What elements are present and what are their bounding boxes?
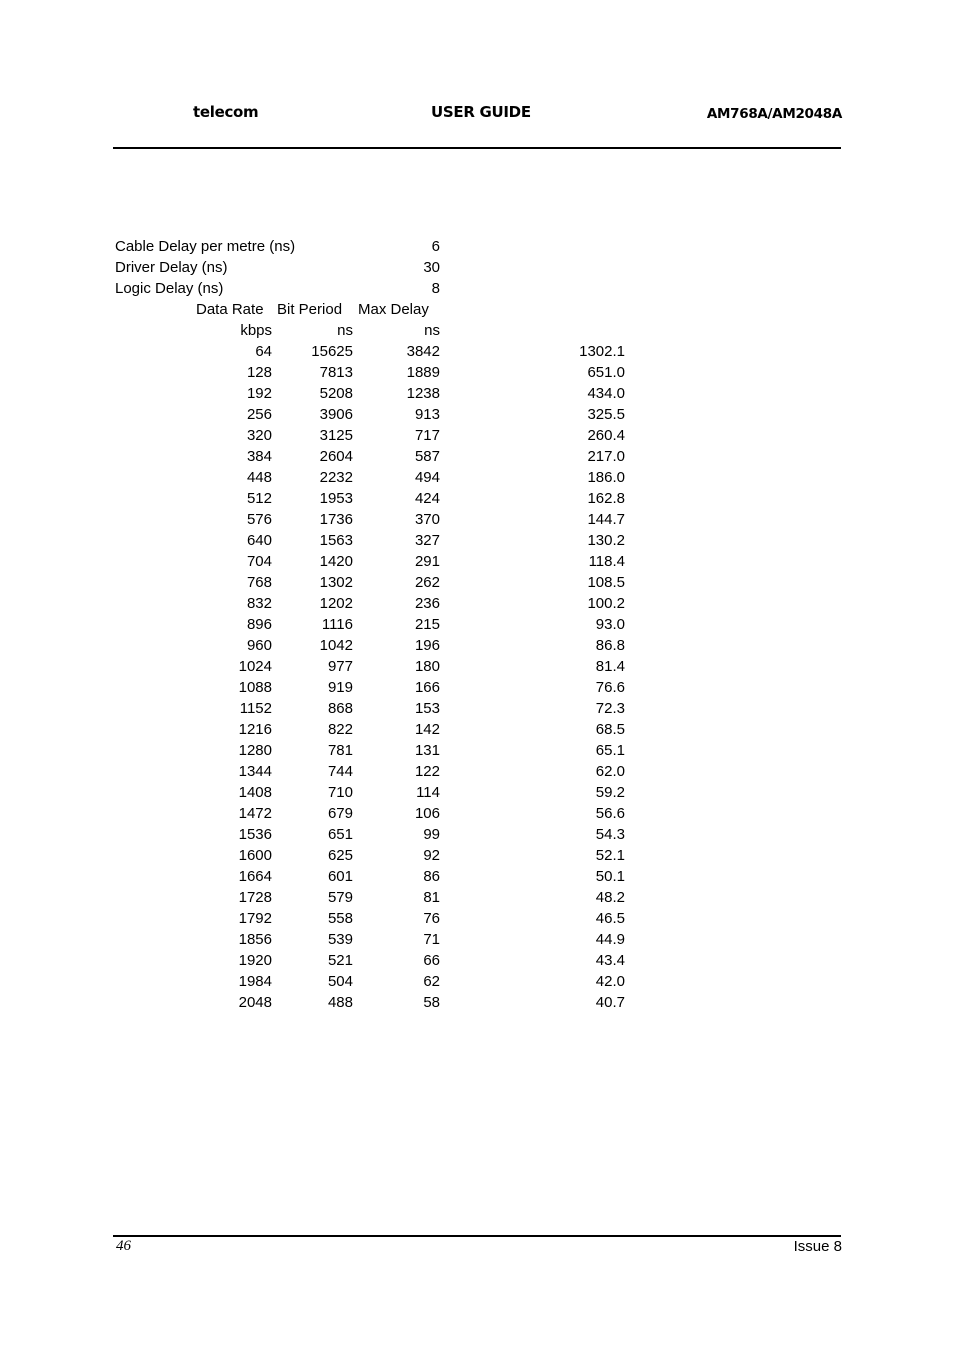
param-value: 6: [431, 238, 440, 255]
cell-max-delay: 142: [414, 721, 440, 738]
cell-cable-length: 100.2: [587, 595, 625, 612]
cell-bit-period: 822: [327, 721, 353, 738]
cell-bit-period: 1563: [319, 532, 353, 549]
cell-bit-period: 781: [327, 742, 353, 759]
cell-data-rate: 1600: [238, 847, 272, 864]
cell-cable-length: 260.4: [587, 427, 625, 444]
cell-data-rate: 2048: [238, 994, 272, 1011]
cell-max-delay: 58: [423, 994, 440, 1011]
cell-cable-length: 52.1: [595, 847, 625, 864]
cell-max-delay: 3842: [406, 343, 440, 360]
cell-cable-length: 86.8: [595, 637, 625, 654]
cell-bit-period: 7813: [319, 364, 353, 381]
param-logic-delay: [115, 278, 440, 299]
cell-data-rate: 256: [246, 406, 272, 423]
cell-bit-period: 15625: [311, 343, 353, 360]
cell-cable-length: 162.8: [587, 490, 625, 507]
cell-max-delay: 291: [414, 553, 440, 570]
cell-cable-length: 43.4: [595, 952, 625, 969]
cell-data-rate: 1280: [238, 742, 272, 759]
cell-data-rate: 1344: [238, 763, 272, 780]
cell-data-rate: 1408: [238, 784, 272, 801]
cell-max-delay: 71: [423, 931, 440, 948]
cell-cable-length: 62.0: [595, 763, 625, 780]
cell-max-delay: 587: [414, 448, 440, 465]
cell-data-rate: 640: [246, 532, 272, 549]
param-label: Driver Delay (ns): [115, 259, 228, 276]
cell-bit-period: 1202: [319, 595, 353, 612]
cell-data-rate: 768: [246, 574, 272, 591]
cell-max-delay: 236: [414, 595, 440, 612]
cell-data-rate: 1664: [238, 868, 272, 885]
column-header-data-rate: Data Rate: [196, 301, 264, 318]
cell-bit-period: 1042: [319, 637, 353, 654]
cell-cable-length: 59.2: [595, 784, 625, 801]
cell-data-rate: 1536: [238, 826, 272, 843]
column-header-bit-period: Bit Period: [277, 301, 343, 318]
cell-max-delay: 114: [416, 784, 440, 801]
cell-max-delay: 122: [414, 763, 440, 780]
cell-bit-period: 539: [327, 931, 353, 948]
cell-data-rate: 1024: [238, 658, 272, 675]
cell-max-delay: 215: [414, 616, 440, 633]
header-model: AM768A/AM2048A: [706, 106, 842, 122]
cell-cable-length: 130.2: [587, 532, 625, 549]
header-rule: [113, 147, 841, 149]
cell-bit-period: 504: [327, 973, 353, 990]
cell-data-rate: 704: [246, 553, 272, 570]
cell-cable-length: 50.1: [595, 868, 625, 885]
cell-cable-length: 93.0: [595, 616, 625, 633]
cell-data-rate: 832: [246, 595, 272, 612]
cell-cable-length: 44.9: [595, 931, 625, 948]
cell-data-rate: 128: [246, 364, 272, 381]
cell-data-rate: 1984: [238, 973, 272, 990]
cell-cable-length: 81.4: [595, 658, 625, 675]
cell-cable-length: 56.6: [595, 805, 625, 822]
cell-data-rate: 1152: [239, 700, 272, 717]
cell-cable-length: 48.2: [595, 889, 625, 906]
cell-bit-period: 1302: [319, 574, 353, 591]
footer-rule: [113, 1235, 841, 1237]
param-cable-delay: [115, 236, 440, 257]
cell-cable-length: 46.5: [595, 910, 625, 927]
cell-bit-period: 919: [327, 679, 353, 696]
cell-cable-length: 108.5: [587, 574, 625, 591]
cell-max-delay: 370: [414, 511, 440, 528]
cell-max-delay: 913: [414, 406, 440, 423]
cell-max-delay: 327: [414, 532, 440, 549]
cell-max-delay: 153: [414, 700, 440, 717]
cell-max-delay: 1889: [406, 364, 440, 381]
unit-bit-period: ns: [337, 322, 353, 339]
cell-bit-period: 521: [327, 952, 353, 969]
cell-cable-length: 40.7: [595, 994, 625, 1011]
unit-data-rate: kbps: [240, 322, 272, 339]
cell-max-delay: 424: [414, 490, 440, 507]
cell-bit-period: 1116: [321, 616, 353, 633]
cell-data-rate: 512: [246, 490, 272, 507]
header-title: USER GUIDE: [431, 103, 531, 121]
cell-data-rate: 1920: [238, 952, 272, 969]
cell-bit-period: 3125: [319, 427, 353, 444]
cell-bit-period: 651: [327, 826, 353, 843]
cell-max-delay: 166: [414, 679, 440, 696]
cell-cable-length: 325.5: [587, 406, 625, 423]
cell-data-rate: 1472: [238, 805, 272, 822]
cell-max-delay: 1238: [406, 385, 440, 402]
cell-bit-period: 977: [327, 658, 353, 675]
cell-cable-length: 65.1: [595, 742, 625, 759]
cell-cable-length: 72.3: [595, 700, 625, 717]
cell-cable-length: 68.5: [595, 721, 625, 738]
cell-bit-period: 868: [327, 700, 353, 717]
page-number: 46: [116, 1238, 131, 1254]
cell-cable-length: 186.0: [587, 469, 625, 486]
cell-max-delay: 99: [423, 826, 440, 843]
header-company: telecom: [193, 103, 259, 121]
cell-bit-period: 1420: [319, 553, 353, 570]
cell-data-rate: 1792: [238, 910, 272, 927]
param-label: Logic Delay (ns): [115, 280, 224, 297]
cell-cable-length: 434.0: [587, 385, 625, 402]
unit-max-delay: ns: [424, 322, 440, 339]
issue-label: Issue 8: [793, 1238, 842, 1255]
cell-bit-period: 744: [327, 763, 353, 780]
param-value: 8: [431, 280, 440, 297]
cell-max-delay: 62: [423, 973, 440, 990]
cell-bit-period: 2604: [319, 448, 353, 465]
cell-bit-period: 5208: [319, 385, 353, 402]
cell-max-delay: 180: [414, 658, 440, 675]
cell-max-delay: 717: [414, 427, 440, 444]
cell-bit-period: 579: [327, 889, 353, 906]
cell-max-delay: 262: [414, 574, 440, 591]
cell-max-delay: 76: [423, 910, 440, 927]
cell-max-delay: 196: [414, 637, 440, 654]
cell-bit-period: 601: [327, 868, 353, 885]
cell-data-rate: 1216: [238, 721, 272, 738]
cell-cable-length: 1302.1: [579, 343, 625, 360]
cell-bit-period: 2232: [319, 469, 353, 486]
cell-data-rate: 448: [246, 469, 272, 486]
cell-data-rate: 576: [246, 511, 272, 528]
cell-cable-length: 118.4: [588, 553, 625, 570]
cell-max-delay: 131: [414, 742, 440, 759]
cell-cable-length: 54.3: [595, 826, 625, 843]
cell-max-delay: 86: [423, 868, 440, 885]
cell-data-rate: 960: [246, 637, 272, 654]
column-header-max-delay: Max Delay: [358, 301, 429, 318]
param-driver-delay: [115, 257, 440, 278]
cell-max-delay: 106: [414, 805, 440, 822]
cell-bit-period: 710: [327, 784, 353, 801]
cell-max-delay: 81: [423, 889, 440, 906]
cell-bit-period: 679: [327, 805, 353, 822]
cell-data-rate: 1088: [238, 679, 272, 696]
cell-data-rate: 1856: [238, 931, 272, 948]
cell-cable-length: 42.0: [595, 973, 625, 990]
cell-bit-period: 558: [327, 910, 353, 927]
cell-data-rate: 192: [246, 385, 272, 402]
cell-data-rate: 384: [246, 448, 272, 465]
cell-cable-length: 144.7: [587, 511, 625, 528]
cell-cable-length: 651.0: [587, 364, 625, 381]
cell-data-rate: 896: [246, 616, 272, 633]
cell-bit-period: 488: [327, 994, 353, 1011]
cell-max-delay: 92: [423, 847, 440, 864]
param-value: 30: [423, 259, 440, 276]
cell-data-rate: 320: [246, 427, 272, 444]
cell-data-rate: 1728: [238, 889, 272, 906]
cell-max-delay: 494: [414, 469, 440, 486]
cell-bit-period: 3906: [319, 406, 353, 423]
cell-cable-length: 76.6: [595, 679, 625, 696]
cell-bit-period: 625: [327, 847, 353, 864]
cell-bit-period: 1953: [319, 490, 353, 507]
cell-max-delay: 66: [423, 952, 440, 969]
cell-data-rate: 64: [255, 343, 272, 360]
cell-bit-period: 1736: [319, 511, 353, 528]
cell-cable-length: 217.0: [587, 448, 625, 465]
param-label: Cable Delay per metre (ns): [115, 238, 296, 255]
